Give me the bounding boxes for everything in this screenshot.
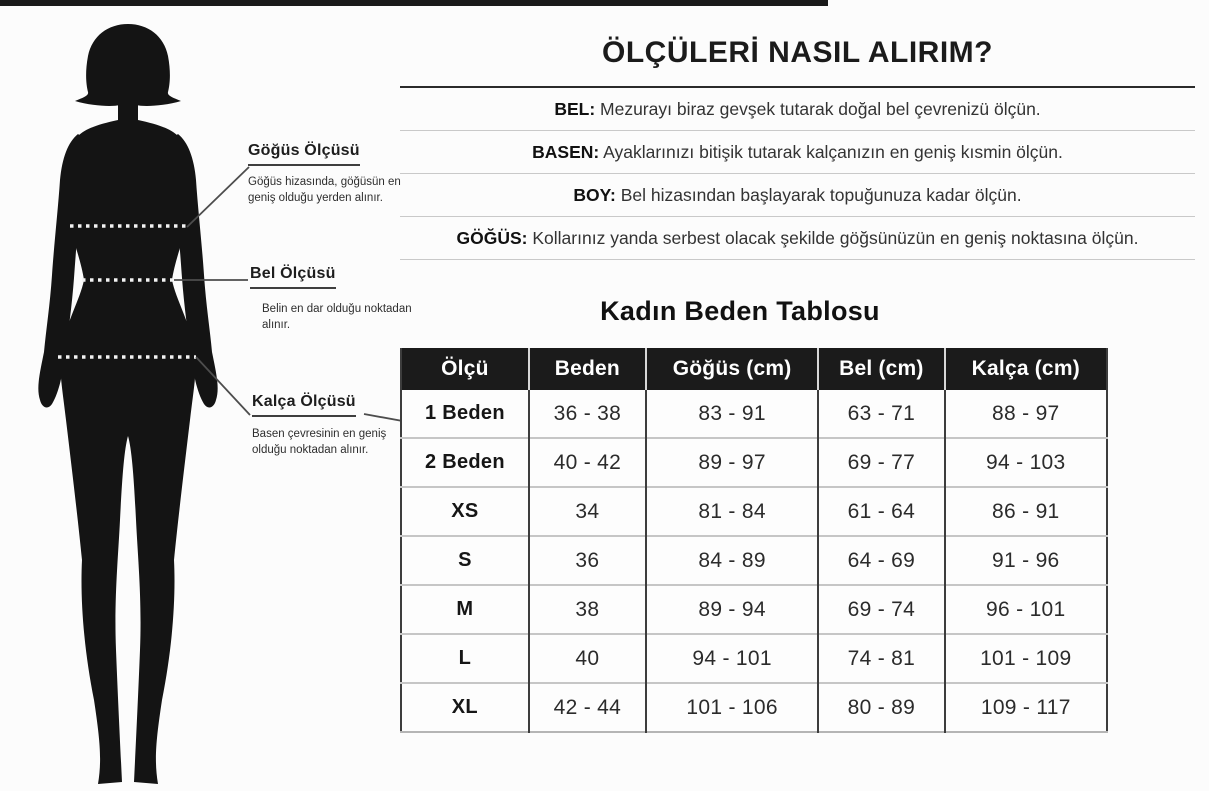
size-col-header-4: Kalça (cm): [945, 348, 1107, 390]
size-cell: 81 - 84: [646, 487, 818, 536]
silhouette-head: [75, 24, 181, 106]
size-row-1-beden: [401, 390, 1107, 438]
guide-item-term: BOY:: [573, 185, 616, 205]
size-table: [400, 348, 1108, 733]
size-cell: 36 - 38: [529, 390, 646, 438]
guide-item-1: BASEN: Ayaklarınızı bitişik tutarak kalçanızın en geniş kısmin ölçün.: [400, 131, 1195, 174]
size-cell: 36: [529, 536, 646, 585]
size-cell: 89 - 94: [646, 585, 818, 634]
size-row-label: 1 Beden: [424, 402, 505, 424]
guide-item-term: BASEN:: [532, 142, 600, 162]
size-cell: 63 - 71: [818, 390, 944, 438]
chest-measure-desc: Göğüs hizasında, göğüsün en geniş olduğu yerden alınır.: [248, 176, 401, 205]
size-row-xl: [401, 683, 1107, 732]
size-row-label: 2 Beden: [401, 438, 529, 487]
size-row-label: L: [401, 634, 529, 683]
size-col-header-1: Beden: [529, 348, 646, 390]
size-cell: 89 - 97: [646, 438, 818, 487]
guide-item-term: GÖĞÜS:: [456, 228, 528, 248]
size-cell: 86 - 91: [945, 487, 1107, 536]
size-row-2-beden: [401, 438, 1107, 487]
guide-title: ÖLÇÜLERİ NASIL ALIRIM?: [602, 36, 993, 69]
size-cell: 40: [529, 634, 646, 683]
size-row-s: [401, 536, 1107, 585]
size-cell: 109 - 117: [945, 683, 1107, 732]
size-cell: 40 - 42: [529, 438, 646, 487]
waist-measure-title: Bel Ölçüsü: [250, 265, 336, 289]
waist-measure-desc: Belin en dar olduğu noktadan alınır.: [262, 303, 412, 332]
size-row-l: [401, 634, 1107, 683]
guide-item-2: BOY: Bel hizasından başlayarak topuğunuza kadar ölçün.: [400, 174, 1195, 217]
silhouette-body: [60, 100, 195, 784]
size-cell: 101 - 109: [945, 634, 1107, 683]
guide-list: [400, 88, 1195, 260]
size-row-label: M: [401, 585, 529, 634]
size-cell: 84 - 89: [646, 536, 818, 585]
size-col-header-2: Göğüs (cm): [646, 348, 818, 390]
size-cell: 88 - 97: [945, 390, 1107, 438]
size-cell: 69 - 77: [818, 438, 944, 487]
hip-measure-title: Kalça Ölçüsü: [252, 393, 356, 417]
hip-measure-desc: Basen çevresinin en geniş olduğu noktadan alınır.: [252, 428, 387, 457]
size-row-label: S: [401, 536, 529, 585]
size-cell: 94 - 101: [646, 634, 818, 683]
chest-measure-label: [248, 142, 418, 206]
guide-item-0: BEL: Mezurayı biraz gevşek tutarak doğal bel çevrenizü ölçün.: [400, 88, 1195, 131]
size-cell: 94 - 103: [945, 438, 1107, 487]
size-cell: 96 - 101: [945, 585, 1107, 634]
size-cell: 91 - 96: [945, 536, 1107, 585]
size-cell: 69 - 74: [818, 585, 944, 634]
size-row-xs: [401, 487, 1107, 536]
size-cell: 80 - 89: [818, 683, 944, 732]
size-cell: 74 - 81: [818, 634, 944, 683]
size-cell: 101 - 106: [646, 683, 818, 732]
size-cell: 83 - 91: [646, 390, 818, 438]
chest-measure-title: Göğüs Ölçüsü: [248, 142, 360, 166]
measurement-guide: [400, 30, 1195, 260]
size-col-header-3: Bel (cm): [818, 348, 944, 390]
size-cell: 61 - 64: [818, 487, 944, 536]
guide-item-3: GÖĞÜS: Kollarınız yanda serbest olacak şekilde göğsünüzün en geniş noktasına ölçün.: [456, 228, 1139, 248]
size-cell: 38: [529, 585, 646, 634]
size-row-m: [401, 585, 1107, 634]
guide-item-wrap: [400, 217, 1195, 260]
size-table-body: [401, 390, 1107, 732]
size-table-title: Kadın Beden Tablosu: [600, 296, 880, 326]
size-cell: 42 - 44: [529, 683, 646, 732]
size-col-header-0: Ölçü: [401, 348, 529, 390]
guide-item-term: BEL:: [554, 99, 596, 119]
size-row-label: XL: [401, 683, 529, 732]
size-row-label: XS: [401, 487, 529, 536]
size-table-header-row: [401, 348, 1107, 390]
size-cell: 64 - 69: [818, 536, 944, 585]
size-cell: 34: [529, 487, 646, 536]
